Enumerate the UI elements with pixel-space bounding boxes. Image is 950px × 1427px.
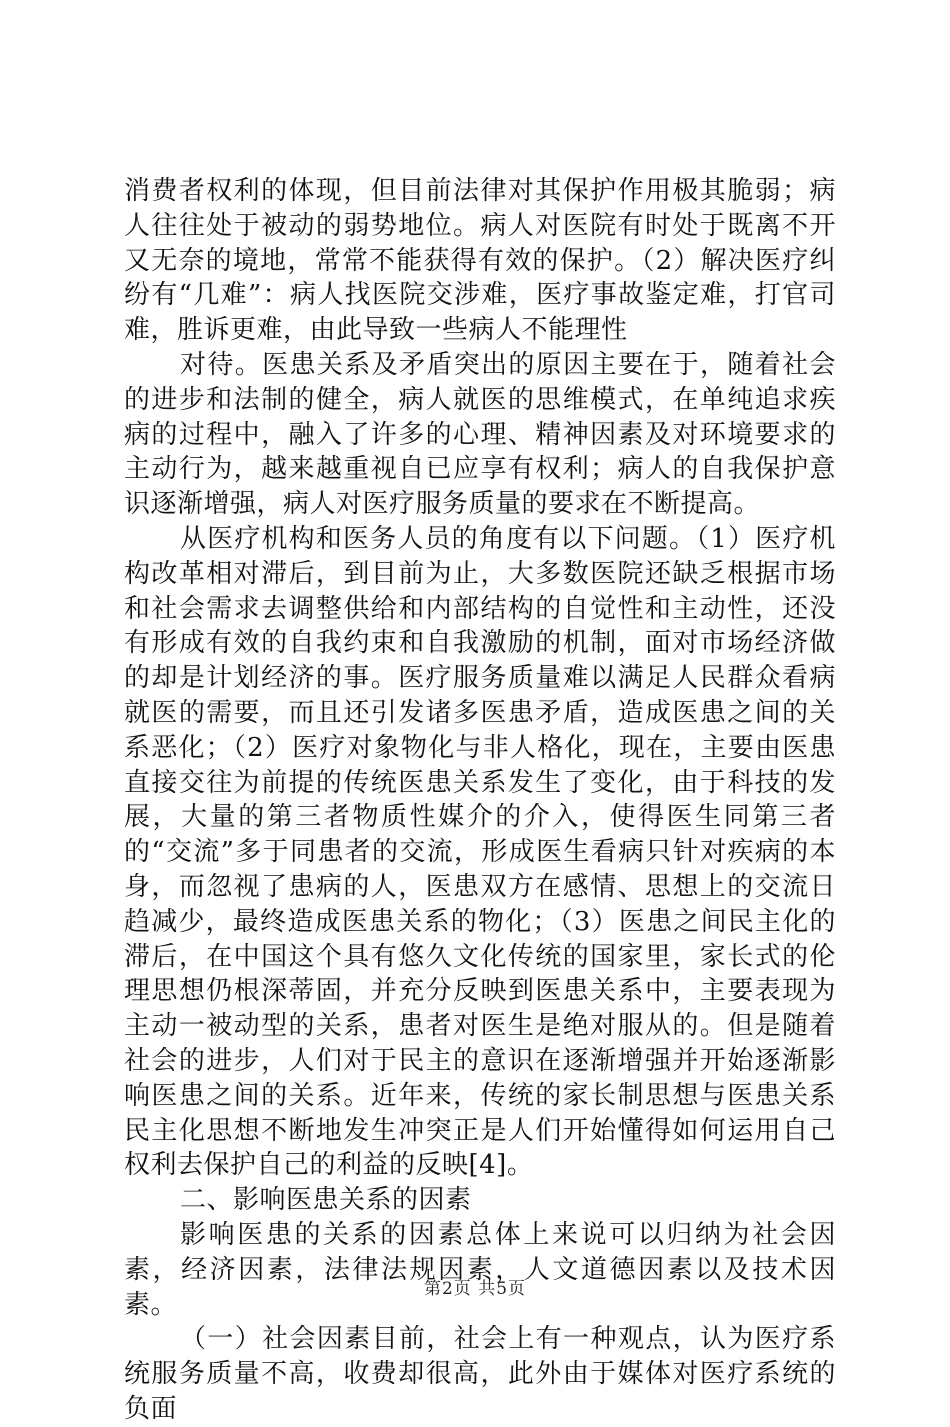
page-footer: 第2页 共5页 — [423, 1279, 527, 1299]
paragraph-continuation: 消费者权利的体现，但目前法律对其保护作用极其脆弱；病人往往处于被动的弱势地位。病人对医院有时处于既离不开又无奈的境地，常常不能获得有效的保护。（2）解决医疗纠纷有“几难”：病人找医院交涉难，医疗事故鉴定难，打官司难，胜诉更难，由此导致一些病人不能理性 — [124, 176, 836, 346]
paragraph-factors-summary: 影响医患的关系的因素总体上来说可以归纳为社会因素，经济因素，法律法规因素，人文道德因素以及技术因素。 — [124, 1219, 836, 1320]
paragraph-social-factors: （一）社会因素目前，社会上有一种观点，认为医疗系统服务质量不高，收费却很高，此外由于媒体对医疗系统的负面 — [124, 1324, 836, 1424]
paragraph-institution-issues: 从医疗机构和医务人员的角度有以下问题。（1）医疗机构改革相对滞后，到目前为止，大多数医院还缺乏根据市场和社会需求去调整供给和内部结构的自觉性和主动性，还没有形成有效的自我约束和自我激励的机制，面对市场经济做的却是计划经济的事。医疗服务质量难以满足人民群众看病就医的需要，而且还引发诸多医患矛盾，造成医患之间的关系恶化；（2）医疗对象物化与非人格化，现在，主要由医患直接交往为前提的传统医患关系发生了变化，由于科技的发展，大量的第三者物质性媒介的介入，使得医生同第三者的“交流”多于同患者的交流，形成医生看病只针对疾病的本身，而忽视了患病的人，医患双方在感情、思想上的交流日趋减少，最终造成医患关系的物化；（3）医患之间民主化的滞后，在中国这个具有悠久文化传统的国家里，家长式的伦理思想仍根深蒂固，并充分反映到医患关系中，主要表现为主动一被动型的关系，患者对医生是绝对服从的。但是随着社会的进步，人们对于民主的意识在逐渐增强并开始逐渐影响医患之间的关系。近年来，传统的家长制思想与医患关系民主化思想不断地发生冲突正是人们开始懂得如何运用自己权利去保护自己的利益的反映[4]。 — [124, 523, 836, 1181]
document-body — [124, 174, 836, 1427]
paragraph-causes: 对待。医患关系及矛盾突出的原因主要在于，随着社会的进步和法制的健全，病人就医的思维模式，在单纯追求疾病的过程中，融入了许多的心理、精神因素及对环境要求的主动行为，越来越重视自已应享有权利；病人的自我保护意识逐渐增强，病人对医疗服务质量的要求在不断提高。 — [124, 349, 836, 520]
section-heading: 二、影响医患关系的因素 — [180, 1185, 472, 1216]
